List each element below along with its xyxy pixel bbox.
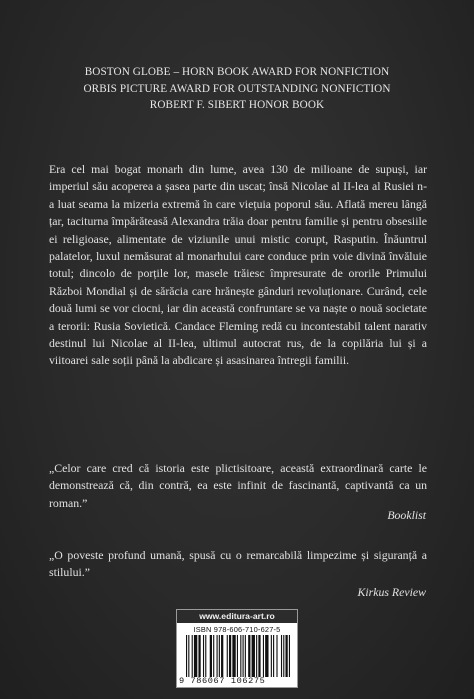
publisher-website: www.editura-art.ro bbox=[177, 610, 297, 623]
barcode-bar bbox=[232, 635, 235, 677]
barcode-bar bbox=[240, 635, 241, 677]
review-quote: „Celor care cred că istoria este plictisitoare, această extraordinară carte le demonstrează că, din contră, ea este infinit de fascinantă, captivantă ca un roman.” bbox=[49, 461, 427, 510]
barcode-digits: 9 786067 106275 bbox=[179, 676, 266, 686]
barcode-bar bbox=[281, 635, 282, 677]
barcode-bar bbox=[243, 635, 244, 677]
award-line: ORBIS PICTURE AWARD FOR OUTSTANDING NONFICTION bbox=[83, 82, 391, 95]
barcode-bar bbox=[229, 635, 231, 677]
isbn-text: ISBN 978-606-710-627-5 bbox=[193, 625, 281, 634]
barcode-bar bbox=[258, 635, 260, 677]
barcode-bar bbox=[263, 635, 264, 677]
review-source: Kirkus Review bbox=[357, 585, 426, 599]
barcode-bar bbox=[256, 635, 257, 677]
barcode-bar bbox=[217, 635, 218, 677]
review-source: Booklist bbox=[387, 508, 426, 522]
barcode-bar bbox=[276, 635, 277, 677]
barcode-bar bbox=[283, 635, 284, 677]
barcode-bar bbox=[227, 635, 228, 677]
barcode-bar bbox=[192, 635, 193, 677]
barcode-bar bbox=[205, 635, 206, 677]
award-line: BOSTON GLOBE – HORN BOOK AWARD FOR NONFICTION bbox=[84, 66, 390, 78]
barcode-bar bbox=[248, 635, 250, 677]
barcode-bar bbox=[186, 635, 187, 677]
barcode-bar bbox=[237, 635, 238, 677]
barcode-icon bbox=[186, 635, 290, 677]
awards-list bbox=[0, 64, 474, 114]
barcode-bar bbox=[265, 635, 268, 677]
barcode-bar bbox=[203, 635, 204, 677]
barcode-bar bbox=[198, 635, 200, 677]
barcode-bar bbox=[252, 635, 255, 677]
barcode-bar bbox=[194, 635, 197, 677]
barcode-bar bbox=[210, 635, 212, 677]
book-description: Era cel mai bogat monarh din lume, avea 130 de milioane de supuși, iar imperiul său acoperea a șasea parte din uscat; însă Nicolae al II-lea al Rusiei n-a luat seama la mizeria extremă în care viețuia poporul său. Aflată mereu lângă țar, taciturna împărăteasă Alexandra trăia doar pentru familie și pentru obsesiile ei religioase, alimentate de viziunile unui mistic corupt, Rasputin. Înăuntrul palatelor, luxul nemăsurat al monarhului care conduce prin voie divină învăluie totul; dincolo de porțile lor, masele trăiesc împresurate de ororile Primului Război Mondial și de sărăcia care hrănește gânduri revoluționare. Curând, cele două lumi se vor ciocni, iar din această confruntare se va naște o nouă societate a terorii: Rusia Sovietică. Candace Fleming redă cu incontestabil talent narativ destinul lui Nicolae al II-lea, ultimul autocrat rus, de la copilăria lui și a viitoarei sale soții până la abdicare și asasinarea întregii familii. bbox=[49, 162, 427, 368]
barcode-bar bbox=[221, 635, 223, 677]
barcode-bar bbox=[285, 635, 287, 677]
barcode-bar bbox=[188, 635, 189, 677]
award-line: ROBERT F. SIBERT HONOR BOOK bbox=[149, 99, 325, 111]
barcode-bar bbox=[219, 635, 220, 677]
review-quote: „O poveste profund umană, spusă cu o remarcabilă limpezime și siguranță a stilului.” bbox=[49, 548, 427, 580]
barcode-bar bbox=[289, 635, 290, 677]
barcode-bar bbox=[273, 635, 274, 677]
barcode-label bbox=[176, 609, 298, 688]
barcode-bar bbox=[213, 635, 214, 677]
barcode-bar bbox=[271, 635, 272, 677]
barcode-bar bbox=[245, 635, 246, 677]
